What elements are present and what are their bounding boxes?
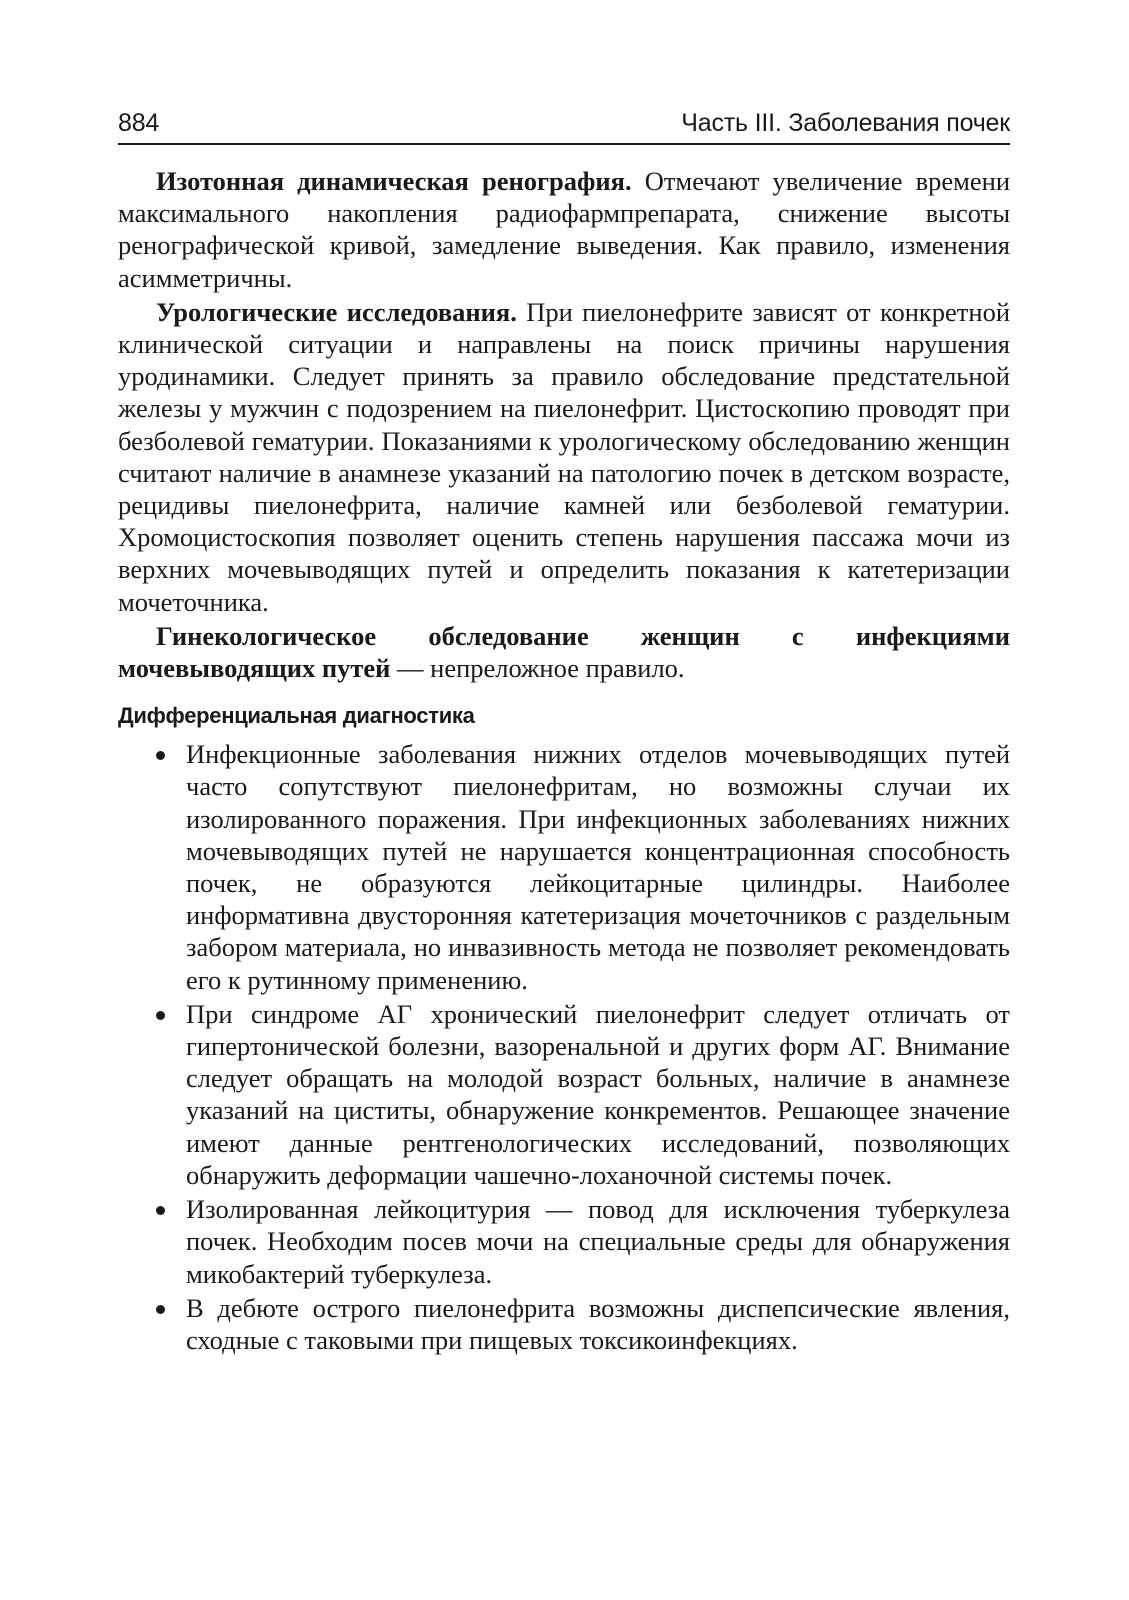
paragraph-body: Отмечают увеличение времени максимального накопления радиофармпрепарата, снижение высоты ренографической кривой, замедление выведения. Как правило, изменения асимметричны. — [118, 166, 1010, 293]
list-item-text: В дебюте острого пиелонефрита возможны диспепсические явления, сходные с таковыми при пищевых токсикоинфекциях. — [186, 1292, 1010, 1355]
paragraph-lead: Изотонная динамическая ренография. — [156, 166, 632, 196]
running-header — [118, 108, 1010, 145]
bullet-icon — [156, 751, 165, 760]
paragraph-lead: Гинекологическое обследование женщин с инфекциями мочевыводящих путей — [118, 620, 1010, 684]
book-page — [118, 108, 1010, 1358]
bullet-icon — [156, 1206, 165, 1215]
list-item-text: Изолированная лейкоцитурия — повод для исключения туберкулеза почек. Необходим посев мочи на специальные среды для обнаружения микобактерий туберкулеза. — [186, 1194, 1010, 1289]
paragraph-lead: Урологические исследования. — [156, 296, 517, 327]
section-heading: Дифференциальная диагностика — [118, 703, 475, 729]
paragraph-renography — [118, 165, 1010, 294]
bullet-icon — [156, 1305, 165, 1314]
page-number: 884 — [118, 109, 160, 137]
paragraph-body: — непреложное правило. — [390, 653, 685, 684]
paragraph-gynecology — [118, 620, 1010, 684]
list-item — [118, 1193, 1010, 1290]
running-title: Часть III. Заболевания почек — [681, 109, 1010, 137]
paragraph-urology — [118, 296, 1010, 618]
list-item-text: При синдроме АГ хронический пиелонефрит следует отличать от гипертонической болезни, вазоренальной и других форм АГ. Внимание следует обращать на молодой возраст больных, наличие в анамнезе указаний на циститы, обнаружение конкрементов. Решающее значение имеют данные рентгенологических исследований, позволяющих обнаружить деформации чашечно-лоханочной системы почек. — [186, 998, 1010, 1190]
main-text — [118, 165, 1010, 1356]
differential-diagnosis-list — [118, 738, 1010, 1356]
list-item-text: Инфекционные заболевания нижних отделов мочевыводящих путей часто сопутствуют пиелонефритам, но возможны случаи их изолированного поражения. При инфекционных заболеваниях нижних мочевыводящих путей не нарушается концентрационная способность почек, не образуются лейкоцитарные цилиндры. Наиболее информативна двусторонняя катетеризация мочеточников с раздельным забором материала, но инвазивность метода не позволяет рекомендовать его к рутинному применению. — [186, 739, 1010, 995]
list-item — [118, 1292, 1010, 1356]
list-item — [118, 998, 1010, 1191]
paragraph-body: При пиелонефрите зависят от конкретной клинической ситуации и направлены на поиск причины нарушения уродинамики. Следует принять за правило обследование предстательной железы у мужчин с подозрением на пиелонефрит. Цистоскопию проводят при безболевой гематурии. Показаниями к урологическому обследованию женщин считают наличие в анамнезе указаний на патологию почек в детском возрасте, рецидивы пиелонефрита, наличие камней или безболевой гематурии. Хромоцистоскопия позволяет оценить степень нарушения пассажа мочи из верхних мочевыводящих путей и определить показания к катетеризации мочеточника. — [118, 296, 1010, 617]
bullet-icon — [156, 1011, 165, 1020]
list-item — [118, 738, 1010, 996]
